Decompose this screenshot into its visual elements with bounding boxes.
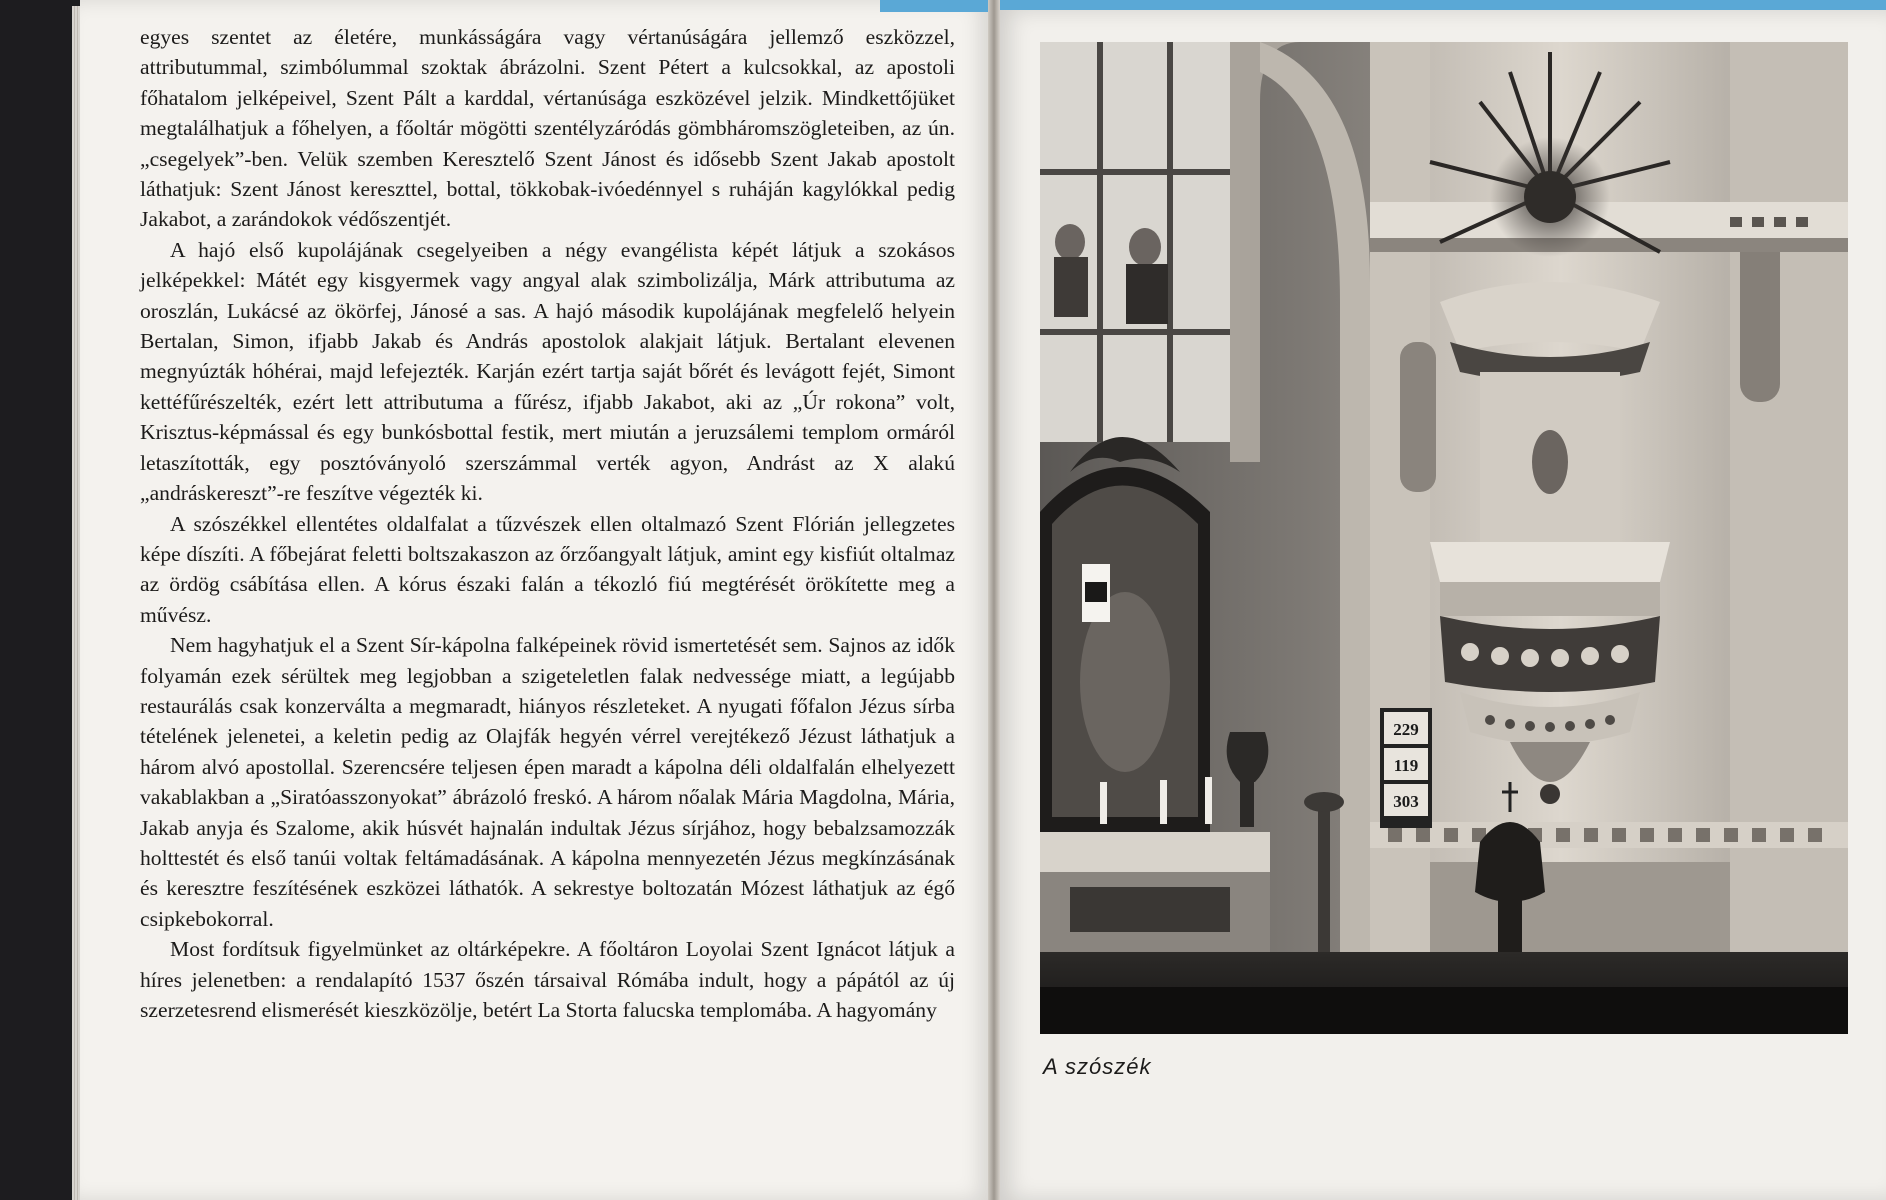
- hymn-number: 303: [1393, 792, 1419, 811]
- book-gutter: [988, 0, 1000, 1200]
- paragraph: A hajó első kupolájának csegelyeiben a négy evangélista képét látjuk a szokásos jelképekkel: Mátét egy kisgyermek vagy angyal alak szimbolizálja, Márk attributuma az oroszlán, Lukácsé az ökörfej, Jánosé a sas. A hajó második kupolájának megfelelő helyein Bertalan, Simon, ifjabb Jakab és András apostolok alakjait látjuk. Bertalant elevenen megnyúzták hóhérai, majd lefejezték. Karján ezért tartja saját bőrét és levágott fejét, Simont kettéfűrészelték, ezért lett attributuma a fűrész, ifjabb Jakabot, aki az „Úr rokona” volt, Krisztus-képmással és egy bunkósbottal festik, mert miután a jeruzsálemi templom ormáról letaszították, egy posztóványoló szerszámmal verték agyon, Andrást az X alakú „andráskereszt”-re feszítve végezték ki.: [140, 237, 955, 506]
- paragraph: egyes szentet az életére, munkásságára vagy vértanúságára jellemző eszközzel, attributummal, szimbólummal szoktak ábrázolni. Szent Pétert a kulcsokkal, az apostoli főhatalom jelképeivel, Szent Pált a karddal, vértanúsága eszközével jelzik. Mindkettőjüket megtalálhatjuk a főhelyen, a főoltár mögötti szentélyzáródás gömbháromszögleteiben, az ún. „csegelyek”-ben. Velük szemben Keresztelő Szent Jánost és idősebb Szent Jakab apostolt láthatjuk: Szent Jánost kereszttel, bottal, tökkobak-ivóedénnyel s ruháján kagylókkal pedig Jakabot, a zarándokok védőszentjét.: [140, 25, 955, 232]
- hymn-number: 119: [1393, 756, 1419, 775]
- paragraph: Most fordítsuk figyelmünket az oltárképekre. A főoltáron Loyolai Szent Ignácot látjuk a híres jelenetben: a rendalapító 1537 őszén társaival Rómába indult, hogy a pápától az új szerzetesrend elismerését kieszközölje, betért La Storta falucska templomába. A hagyomány: [140, 937, 955, 1022]
- pulpit-photo-illustration: [1040, 42, 1848, 1034]
- pulpit-photo: [1040, 42, 1848, 1034]
- paragraph: Nem hagyhatjuk el a Szent Sír-kápolna falképeinek rövid ismertetését sem. Sajnos az idők folyamán ezek sérültek meg legjobban a szigeteletlen falak nedvessége miatt, a legújabb restaurálás csak konzerválta a megmaradt, hiányos részleteket. A nyugati főfalon Jézus sírba tételének jelenetei, a keletin pedig az Olajfák hegyén vérrel verejtékező Jézust láthatjuk a három alvó apostollal. Szerencsére teljesen épen maradt a kápolna déli oldalfalán elhelyezett vakablakban a „Siratóasszonyokat” ábrázoló freskó. A három nőalak Mária Magdolna, Mária, Jakab anyja és Szalome, akik húsvét hajnalán indultak Jézus sírjához, hogy bebalzsamozzák holttestét és első tanúi voltak feltámadásának. A kápolna mennyezetén Jézus megkínzásának és keresztre feszítésének eszközei láthatók. A sekrestye boltozatán Mózest láthatjuk az égő csipkebokorral.: [140, 633, 955, 931]
- body-text: [140, 22, 955, 1025]
- hymn-number: 229: [1393, 720, 1419, 739]
- photo-caption: A szószék: [1043, 1054, 1152, 1079]
- paragraph: A szószékkel ellentétes oldalfalat a tűzvészek ellen oltalmazó Szent Flórián jellegzetes képe díszíti. A főbejárat feletti boltszakaszon az őrzőangyalt látjuk, amint egy kisfiút oltalmaz az ördög csábítása ellen. A kórus északi falán a tékozló fiú megtérését örökítette meg a művész.: [140, 511, 955, 627]
